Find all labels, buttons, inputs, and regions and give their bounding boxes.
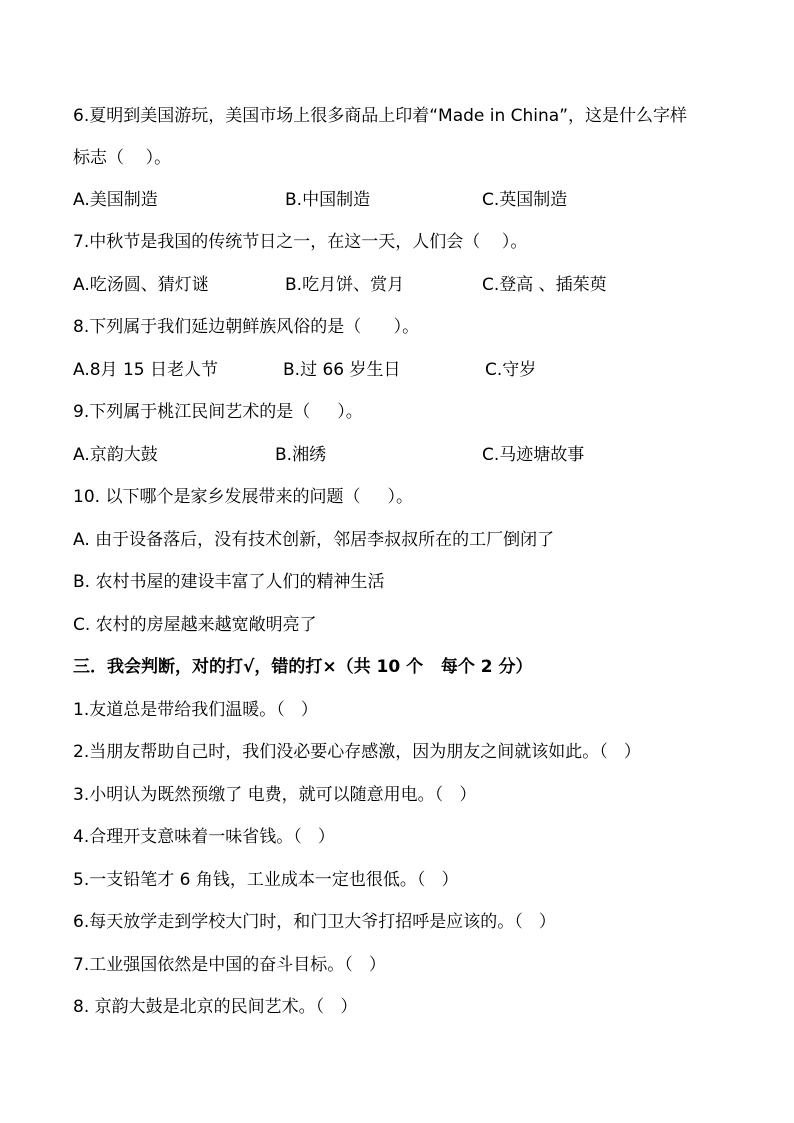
q6-line1: 6.夏明到美国游玩，美国市场上很多商品上印着“Made in China”，这是什么字样 (73, 106, 688, 126)
q7-option-a: A.吃汤圆、猜灯谜 (73, 275, 209, 295)
q10-option-b: B. 农村书屋的建设丰富了人们的精神生活 (73, 572, 385, 592)
q8-option-c: C.守岁 (485, 360, 537, 380)
q10-text: 10. 以下哪个是家乡发展带来的问题（ ）。 (73, 487, 413, 507)
q8-option-b: B.过 66 岁生日 (283, 360, 401, 380)
q7-option-c: C.登高 、插茱萸 (482, 275, 607, 295)
q10-option-c: C. 农村的房屋越来越宽敞明亮了 (73, 615, 317, 635)
q10-option-a: A. 由于设备落后，没有技术创新，邻居李叔叔所在的工厂倒闭了 (73, 530, 555, 550)
q7-text: 7.中秋节是我国的传统节日之一，在这一天，人们会（ ）。 (73, 232, 528, 252)
judge-item-7: 7.工业强国依然是中国的奋斗目标。（ ） (73, 955, 386, 975)
judge-item-1: 1.友道总是带给我们温暖。（ ） (73, 700, 318, 720)
q7-options (73, 273, 773, 297)
q6-options (73, 188, 773, 212)
q9-option-b: B.湘绣 (275, 445, 327, 465)
judge-item-3: 3.小明认为既然预缴了 电费，就可以随意用电。（ ） (73, 785, 477, 805)
judge-item-2: 2.当朋友帮助自己时，我们没必要心存感激，因为朋友之间就该如此。（ ） (73, 742, 641, 762)
q6-option-a: A.美国制造 (73, 190, 158, 210)
judge-item-6: 6.每天放学走到学校大门时，和门卫大爷打招呼是应该的。（ ） (73, 912, 556, 932)
q6-option-c: C.英国制造 (482, 190, 568, 210)
judge-item-8: 8. 京韵大鼓是北京的民间艺术。（ ） (73, 997, 358, 1017)
q6-line2: 标志（ ）。 (73, 148, 172, 168)
q7-option-b: B.吃月饼、赏月 (285, 275, 405, 295)
q8-options (73, 358, 773, 382)
q9-text: 9.下列属于桃江民间艺术的是（ ）。 (73, 402, 363, 422)
section3-heading: 三．我会判断，对的打√，错的打×（共 10 个 每个 2 分） (73, 657, 533, 677)
q9-options (73, 443, 773, 467)
q6-option-b: B.中国制造 (285, 190, 371, 210)
q9-option-c: C.马迹塘故事 (482, 445, 585, 465)
q9-option-a: A.京韵大鼓 (73, 445, 158, 465)
judge-item-5: 5.一支铅笔才 6 角钱，工业成本一定也很低。（ ） (73, 870, 459, 890)
q8-text: 8.下列属于我们延边朝鲜族风俗的是（ ）。 (73, 317, 420, 337)
judge-item-4: 4.合理开支意味着一味省钱。（ ） (73, 827, 335, 847)
q8-option-a: A.8月 15 日老人节 (73, 360, 218, 380)
